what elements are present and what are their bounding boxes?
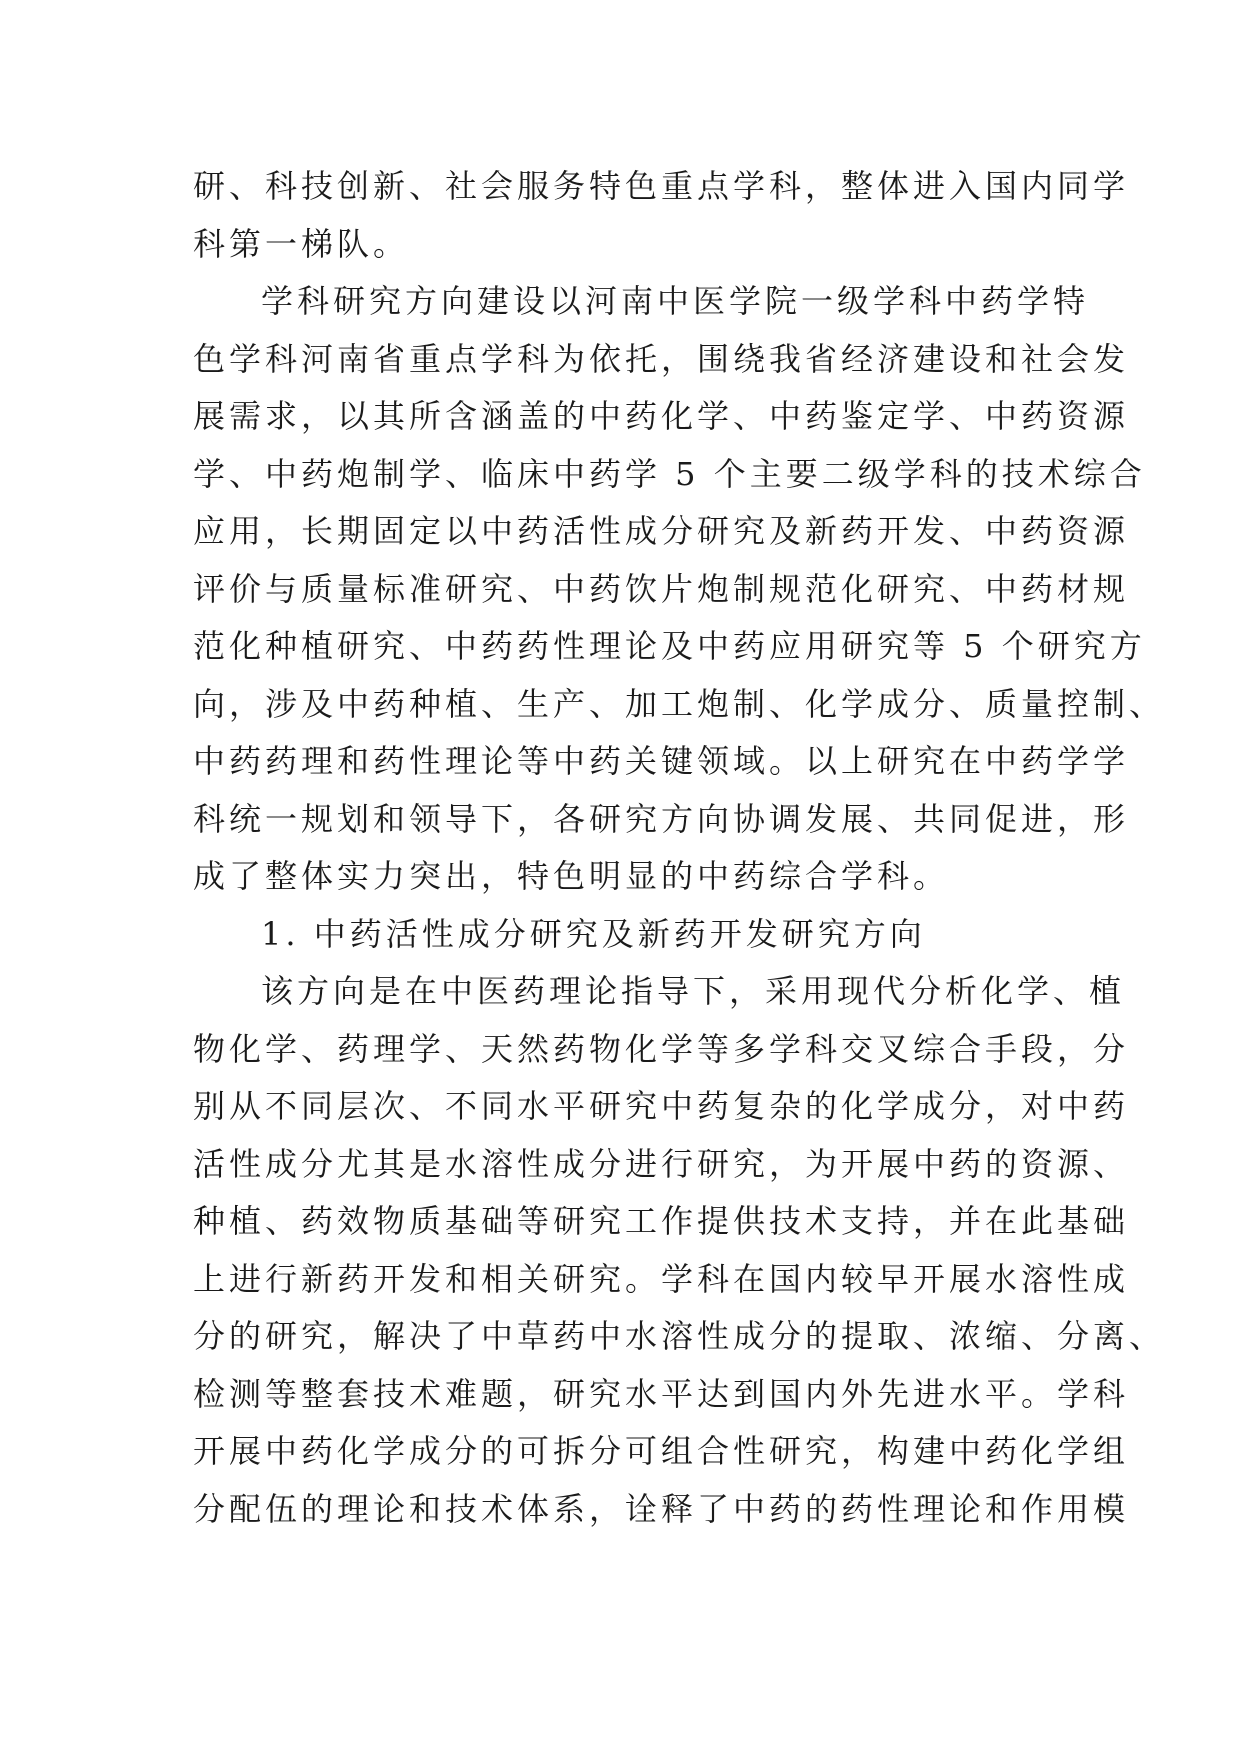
text-line: 分配伍的理论和技术体系，诠释了中药的药性理论和作用模 [193,1489,1130,1528]
text-line: 该方向是在中医药理论指导下，采用现代分析化学、植 [261,972,1126,1010]
text-line: 向，涉及中药种植、生产、加工炮制、化学成分、质量控制、 [193,684,1166,723]
text-line: 1. 中药活性成分研究及新药开发研究方向 [261,914,926,953]
text-line: 成了整体实力突出，特色明显的中药综合学科。 [193,857,950,895]
text-line: 上进行新药开发和相关研究。学科在国内较早开展水溶性成 [193,1259,1130,1298]
text-line: 活性成分尤其是水溶性成分进行研究，为开展中药的资源、 [193,1144,1130,1183]
text-line: 科第一梯队。 [193,224,410,263]
text-line: 物化学、药理学、天然药物化学等多学科交叉综合手段，分 [193,1029,1130,1068]
text-line: 开展中药化学成分的可拆分可组合性研究，构建中药化学组 [193,1432,1130,1470]
text-line: 评价与质量标准研究、中药饮片炮制规范化研究、中药材规 [193,569,1130,608]
text-line: 应用，长期固定以中药活性成分研究及新药开发、中药资源 [193,512,1130,550]
text-line: 科统一规划和领导下，各研究方向协调发展、共同促进，形 [193,799,1130,838]
text-line: 检测等整套技术难题，研究水平达到国内外先进水平。学科 [193,1374,1130,1413]
text-line: 中药药理和药性理论等中药关键领域。以上研究在中药学学 [193,742,1130,780]
text-line: 研、科技创新、社会服务特色重点学科，整体进入国内同学 [193,167,1130,205]
text-line: 展需求，以其所含涵盖的中药化学、中药鉴定学、中药资源 [193,397,1130,435]
text-line: 分的研究，解决了中草药中水溶性成分的提取、浓缩、分离、 [193,1317,1166,1355]
text-line: 范化种植研究、中药药性理论及中药应用研究等 5 个研究方 [193,627,1146,665]
body-text [193,158,1166,1538]
text-line: 色学科河南省重点学科为依托，围绕我省经济建设和社会发 [193,339,1130,378]
text-line: 别从不同层次、不同水平研究中药复杂的化学成分，对中药 [193,1087,1130,1125]
text-line: 学、中药炮制学、临床中药学 5 个主要二级学科的技术综合 [193,454,1146,493]
text-line: 学科研究方向建设以河南中医学院一级学科中药学特 [261,282,1090,320]
text-line: 种植、药效物质基础等研究工作提供技术支持，并在此基础 [193,1202,1130,1240]
